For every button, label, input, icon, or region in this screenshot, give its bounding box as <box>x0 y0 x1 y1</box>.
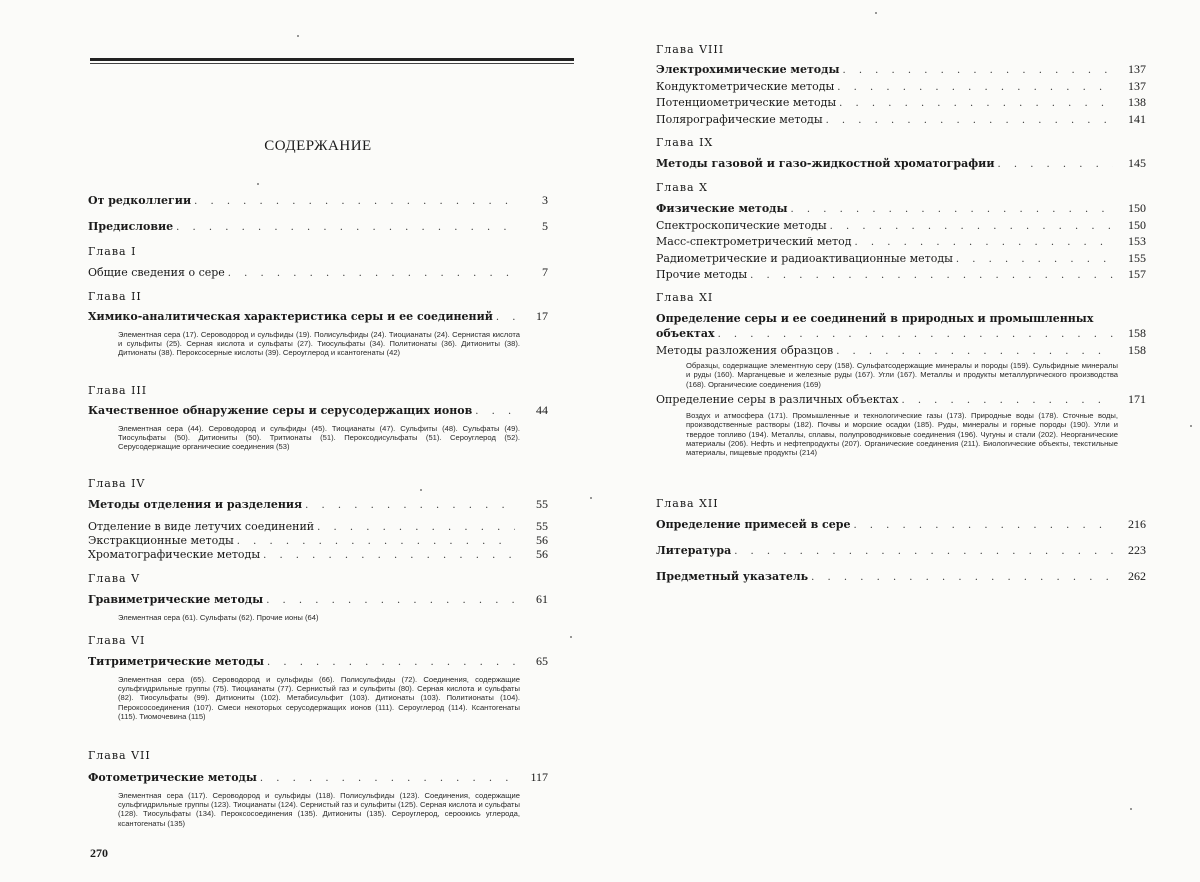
chapter-detail: Элементная сера (117). Сероводород и сульфиды (118). Полисульфиды (123). Соединения, содержащие сульфгидрильные группы (123). Тиоцианаты (124). Сернистый газ и сульфиты (125). Серная кислота и сульфаты (128). Тиосульфаты (134). Пероксосоединения (135). Дитиониты (135). Сероуглерод, сероокись углерода, ксантогенаты (135) <box>118 790 520 828</box>
scan-speck <box>590 497 592 499</box>
chapter-heading: Глава VIII <box>656 43 725 56</box>
chapter-detail: Элементная сера (61). Сульфаты (62). Прочие ионы (64) <box>118 612 319 622</box>
chapter-8 <box>656 43 1146 128</box>
toc-entry-preface[interactable]: Предисловие . . . 5 <box>88 219 548 236</box>
toc-entry[interactable]: Электрохимические методы . . . 137 <box>656 62 1146 79</box>
toc-entry[interactable]: Методы разложения образцов . . . 158 <box>656 343 1146 360</box>
chapter-7 <box>88 749 548 828</box>
chapter-heading: Глава XII <box>656 497 719 510</box>
chapter-1 <box>88 245 548 282</box>
toc-entry[interactable]: Определение серы в различных объектах . . . 171 <box>656 392 1146 409</box>
scan-speck <box>875 12 877 14</box>
chapter-5 <box>88 572 548 622</box>
toc-entry[interactable]: Определение примесей в сере . . . 216 <box>656 517 1146 534</box>
header-rule-thin <box>90 63 574 64</box>
scan-speck <box>420 489 422 491</box>
chapter-heading: Глава II <box>88 290 142 303</box>
toc-entry[interactable]: Полярографические методы . . . 141 <box>656 112 1146 129</box>
toc-entry[interactable]: Общие сведения о сере . . . 7 <box>88 265 548 282</box>
toc-entry-editorial[interactable]: От редколлегии . . . 3 <box>88 193 548 210</box>
toc-entry[interactable]: Хроматографические методы . . . 56 <box>88 548 548 562</box>
chapter-10 <box>656 181 1146 284</box>
toc-entry[interactable]: Методы газовой и газо-жидкостной хроматографии . . . 145 <box>656 156 1146 173</box>
toc-entry[interactable]: Радиометрические и радиоактивационные методы . . . 155 <box>656 251 1146 268</box>
scan-speck <box>1190 425 1192 427</box>
toc-entry[interactable]: Фотометрические методы . . . 117 <box>88 770 548 787</box>
toc-entry[interactable]: Кондуктометрические методы . . . 137 <box>656 79 1146 96</box>
toc-entry-index[interactable]: Предметный указатель . . . 262 <box>656 569 1146 586</box>
chapter-detail: Воздух и атмосфера (171). Промышленные и технологические газы (173). Природные воды (178). Сточные воды, производственные растворы (182). Почвы и морские осадки (185). Руды, минералы и горные породы (190). Угли и твердое топливо (194). Металлы, сплавы, полупроводниковые соединения (196). Чугуны и стали (202). Неорганические материалы (206). Нефть и нефтепродукты (207). Органические соединения (211). Биологические объекты, текстильные материалы, пищевые продукты (214) <box>686 410 1118 458</box>
scan-speck <box>570 636 572 638</box>
chapter-9 <box>656 136 1146 173</box>
chapter-heading: Глава X <box>656 181 708 194</box>
chapter-heading: Глава VI <box>88 634 146 647</box>
chapter-detail: Элементная сера (65). Сероводород и сульфиды (66). Полисульфиды (72). Соединения, содержащие сульфгидрильные группы (75). Тиоцианаты (77). Сернистый газ и сульфиты (80). Серная кислота и сульфаты (82). Тиосульфаты (99). Дитиониты (102). Метабисульфит (103). Дитионаты (103). Политионаты (104). Пероксосоединения (107). Смеси некоторых серусодержащих ионов (111). Сероуглерод (114). Ксантогенаты (115). Тиомочевина (115) <box>118 674 520 722</box>
right-page <box>656 0 1146 882</box>
toc-entry[interactable]: Методы отделения и разделения . . . 55 <box>88 497 548 514</box>
toc-entry[interactable]: Физические методы . . . 150 <box>656 201 1146 218</box>
chapter-heading: Глава XI <box>656 291 714 304</box>
scan-speck <box>1130 808 1132 810</box>
chapter-6 <box>88 634 548 722</box>
toc-entry[interactable]: Гравиметрические методы . . . 61 <box>88 592 548 609</box>
chapter-heading: Глава IX <box>656 136 714 149</box>
chapter-11 <box>656 291 1146 458</box>
toc-entry[interactable]: Масс-спектрометрический метод . . . 153 <box>656 234 1146 251</box>
toc-entry[interactable]: Потенциометрические методы . . . 138 <box>656 95 1146 112</box>
left-page <box>88 0 548 882</box>
toc-entry-bibliography[interactable]: Литература . . . 223 <box>656 543 1146 560</box>
toc-entry[interactable]: Прочие методы . . . 157 <box>656 267 1146 284</box>
toc-entry[interactable]: Отделение в виде летучих соединений . . . 55 <box>88 520 548 534</box>
chapter-4 <box>88 477 548 562</box>
toc-entry[interactable]: Титриметрические методы . . . 65 <box>88 654 548 671</box>
chapter-detail: Элементная сера (44). Сероводород и сульфиды (45). Тиоцианаты (47). Сульфиты (48). Сульфаты (49). Тиосульфаты (50). Дитиониты (50). Тритионаты (51). Пероксодисульфаты (51). Сероуглерод (52). Серусодержащие органические соединения (53) <box>118 423 520 452</box>
page-title: СОДЕРЖАНИЕ <box>264 138 372 154</box>
chapter-heading: Глава VII <box>88 749 151 762</box>
toc-entry[interactable]: Химико-аналитическая характеристика серы и ее соединений . . . 17 <box>88 309 548 326</box>
chapter-heading: Глава III <box>88 384 148 397</box>
chapter-detail: Элементная сера (17). Сероводород и сульфиды (19). Полисульфиды (24). Тиоцианаты (24). Сернистая кислота и сульфиты (25). Серная кислота и сульфаты (27). Тиосульфаты (34). Политионаты (36). Дитиониты (38). Дитионаты (38). Пероксосерные кислоты (39). Сероуглерод и ксантогенаты (42) <box>118 329 520 358</box>
toc-entry[interactable]: Экстракционные методы . . . 56 <box>88 534 548 548</box>
page-number: 270 <box>90 846 108 860</box>
chapter-heading: Глава IV <box>88 477 146 490</box>
chapter-heading: Глава V <box>88 572 141 585</box>
chapter-detail: Образцы, содержащие элементную серу (158). Сульфатсодержащие минералы и породы (159). Сульфидные минералы и руды (160). Марганцевые и железные руды (167). Угли (167). Металлы и продукты металлургического производства (168). Органические соединения (169) <box>686 361 1118 389</box>
toc-entry[interactable]: Качественное обнаружение серы и серусодержащих ионов . . . 44 <box>88 403 548 420</box>
scan-speck <box>257 183 259 185</box>
toc-entry-multiline[interactable]: Определение серы и ее соединений в природных и промышленных объектах . . . 158 <box>656 311 1146 343</box>
chapter-3 <box>88 384 548 452</box>
header-rule-thick <box>90 58 574 61</box>
chapter-heading: Глава I <box>88 245 137 258</box>
chapter-2 <box>88 290 548 358</box>
scan-speck <box>297 35 299 37</box>
chapter-12 <box>656 497 1146 534</box>
toc-entry[interactable]: Спектроскопические методы . . . 150 <box>656 218 1146 235</box>
